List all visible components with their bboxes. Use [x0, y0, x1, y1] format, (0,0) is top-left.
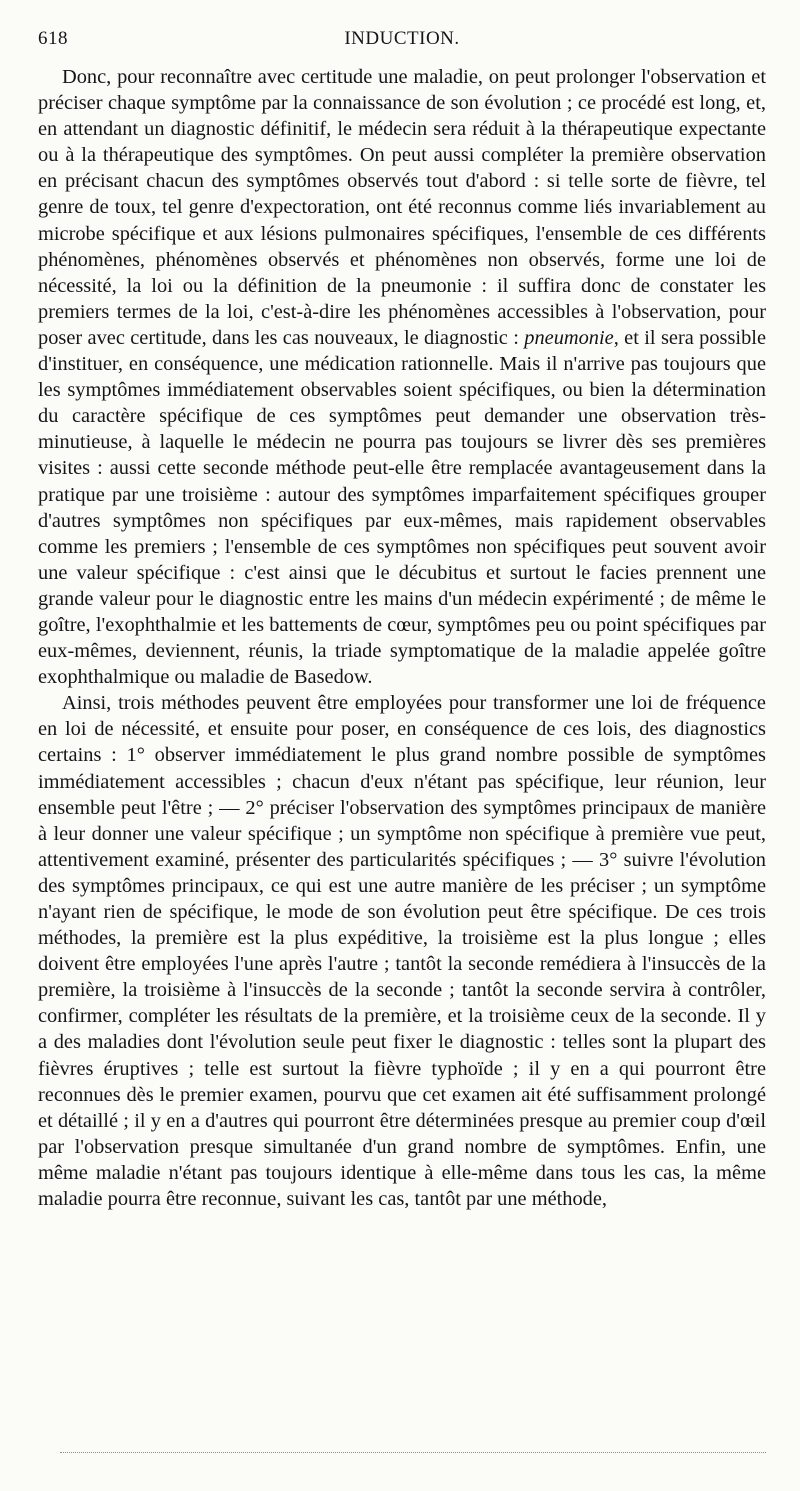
running-title: INDUCTION.: [344, 28, 460, 49]
paragraph-2-text: Ainsi, trois méthodes peuvent être employées pour transformer une loi de fréquence en loi de nécessité, et ensuite pour poser, en conséquence de ces lois, des diagnostics certains : 1° observer immédiatement le plus grand nombre possible de symptômes immédiatement accessibles ; chacun d'eux n'étant pas spécifique, leur réunion, leur ensemble peut l'être ; — 2° préciser l'observation des symptômes principaux de manière à leur donner une valeur spécifique ; un symptôme non spécifique à première vue peut, attentivement examiné, présenter des particularités spécifiques ; — 3° suivre l'évolution des symptômes principaux, ce qui est une autre manière de les préciser ; un symptôme n'ayant rien de spécifique, le mode de son évolution peut être spécifique. De ces trois méthodes, la première est la plus expéditive, la troisième est la plus longue ; elles doivent être employées l'une après l'autre ; tantôt la seconde remédiera à l'insuccès de la première, la troisième à l'insuccès de la seconde ; tantôt la seconde servira à contrôler, confirmer, compléter les résultats de la première, et la troisième ceux de la seconde. Il y a des maladies dont l'évolution seule peut fixer le diagnostic : telles sont la plupart des fièvres éruptives ; telle est surtout la fièvre typhoïde ; il y en a qui pourront être reconnues dès le premier examen, pourvu que cet examen ait été suffisamment prolongé et détaillé ; il y en a d'autres qui pourront être déterminées presque au premier coup d'œil par l'observation presque simultanée d'un grand nombre de symptômes. Enfin, une même maladie n'étant pas toujours identique à elle-même dans tous les cas, la même maladie pourra être reconnue, suivant les cas, tantôt par une méthode,: [38, 692, 766, 1211]
paragraph-1-text-b: , et il sera possible d'instituer, en conséquence, une médication rationnelle. Mais il n'arrive pas toujours que les symptômes immédiatement observables soient spécifiques, ou bien la détermination du caractère spécifique de ces symptômes peut demander une observation très-minutieuse, à laquelle le médecin ne pourra pas toujours se livrer dès ses premières visites : aussi cette seconde méthode peut-elle être remplacée avantageusement dans la pratique par une troisième : autour des symptômes imparfaitement spécifiques grouper d'autres symptômes non spécifiques par eux-mêmes, mais rapidement observables comme les premiers ; l'ensemble de ces symptômes non spécifiques peut souvent avoir une valeur spécifique : c'est ainsi que le décubitus et surtout le facies prennent une grande valeur pour le diagnostic entre les mains d'un médecin expérimenté ; de même le goître, l'exophthalmie et les battements de cœur, symptômes peu ou point spécifiques par eux-mêmes, deviennent, réunis, la triade symptomatique de la maladie appelée goître exophthalmique ou maladie de Basedow.: [38, 326, 766, 689]
running-head: [38, 28, 766, 56]
footer-dotted-rule: [60, 1452, 766, 1453]
paragraph-2: [38, 690, 766, 1212]
page-number: 618: [38, 28, 68, 49]
paragraph-1-text-a: Donc, pour reconnaître avec certitude une maladie, on peut prolonger l'observation et préciser chaque symptôme par la connaissance de son évolution ; ce procédé est long, et, en attendant un diagnostic définitif, le médecin sera réduit à la thérapeutique expectante ou à la thérapeutique des symptômes. On peut aussi compléter la première observation en précisant chacun des symptômes observés tout d'abord : si telle sorte de fièvre, tel genre de toux, tel genre d'expectoration, ont été reconnus comme liés invariablement au microbe spécifique et aux lésions pulmonaires spécifiques, l'ensemble de ces différents phénomènes, phénomènes observés et phénomènes non observés, forme une loi de nécessité, la loi ou la définition de la pneumonie : il suffira donc de constater les premiers termes de la loi, c'est-à-dire les phénomènes accessibles à l'observation, pour poser avec certitude, dans les cas nouveaux, le diagnostic :: [38, 66, 766, 349]
paragraph-1: [38, 64, 766, 690]
body-text: [38, 64, 766, 1212]
italic-term-pneumonie: pneumonie: [524, 326, 614, 349]
book-page: [38, 28, 766, 1212]
